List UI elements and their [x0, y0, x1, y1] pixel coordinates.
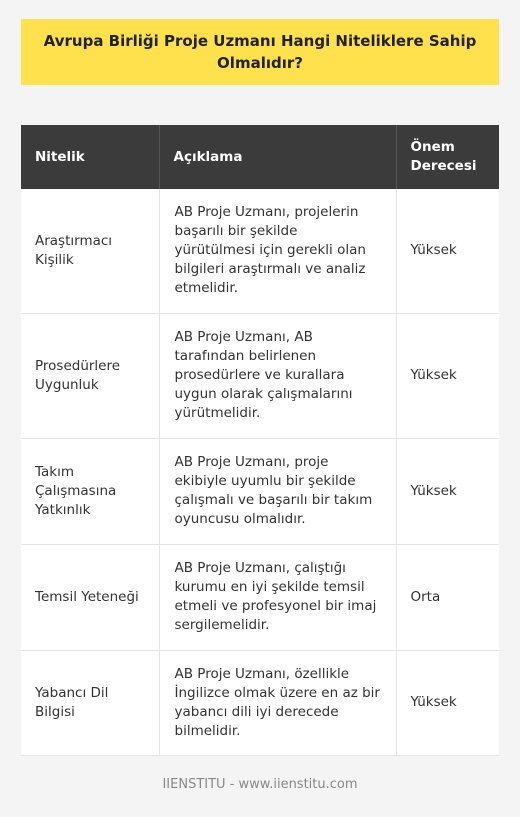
footer-credit: IIENSTITU - www.iienstitu.com: [162, 777, 358, 792]
table-header-row: [21, 125, 499, 189]
table-row: [21, 650, 499, 755]
table-row: [21, 189, 499, 313]
cell-importance: Yüksek: [396, 438, 499, 544]
header-importance: Önem Derecesi: [396, 125, 499, 189]
cell-quality: Takım Çalışmasına Yatkınlık: [21, 438, 159, 544]
qualities-table: [21, 125, 499, 756]
cell-quality: Prosedürlere Uygunluk: [21, 313, 159, 438]
cell-importance: Orta: [396, 544, 499, 650]
cell-description: AB Proje Uzmanı, projelerin başarılı bir şekilde yürütülmesi için gerekli olan bilgileri araştırmalı ve analiz etmelidir.: [159, 189, 396, 313]
cell-description: AB Proje Uzmanı, proje ekibiyle uyumlu bir şekilde çalışmalı ve başarılı bir takım oyuncusu olmalıdır.: [159, 438, 396, 544]
table-row: [21, 313, 499, 438]
table-row: [21, 544, 499, 650]
cell-importance: Yüksek: [396, 650, 499, 755]
cell-description: AB Proje Uzmanı, AB tarafından belirlenen prosedürlere ve kurallara uygun olarak çalışmalarını yürütmelidir.: [159, 313, 396, 438]
table-row: [21, 438, 499, 544]
header-quality: Nitelik: [21, 125, 159, 189]
cell-quality: Temsil Yeteneği: [21, 544, 159, 650]
cell-description: AB Proje Uzmanı, çalıştığı kurumu en iyi şekilde temsil etmeli ve profesyonel bir imaj sergilemelidir.: [159, 544, 396, 650]
header-description: Açıklama: [159, 125, 396, 189]
title-banner: [21, 19, 499, 85]
cell-importance: Yüksek: [396, 189, 499, 313]
cell-description: AB Proje Uzmanı, özellikle İngilizce olmak üzere en az bir yabancı dili iyi derecede bilmelidir.: [159, 650, 396, 755]
cell-quality: Araştırmacı Kişilik: [21, 189, 159, 313]
cell-importance: Yüksek: [396, 313, 499, 438]
cell-quality: Yabancı Dil Bilgisi: [21, 650, 159, 755]
page-title: Avrupa Birliği Proje Uzmanı Hangi Niteliklere Sahip Olmalıdır?: [43, 32, 477, 72]
